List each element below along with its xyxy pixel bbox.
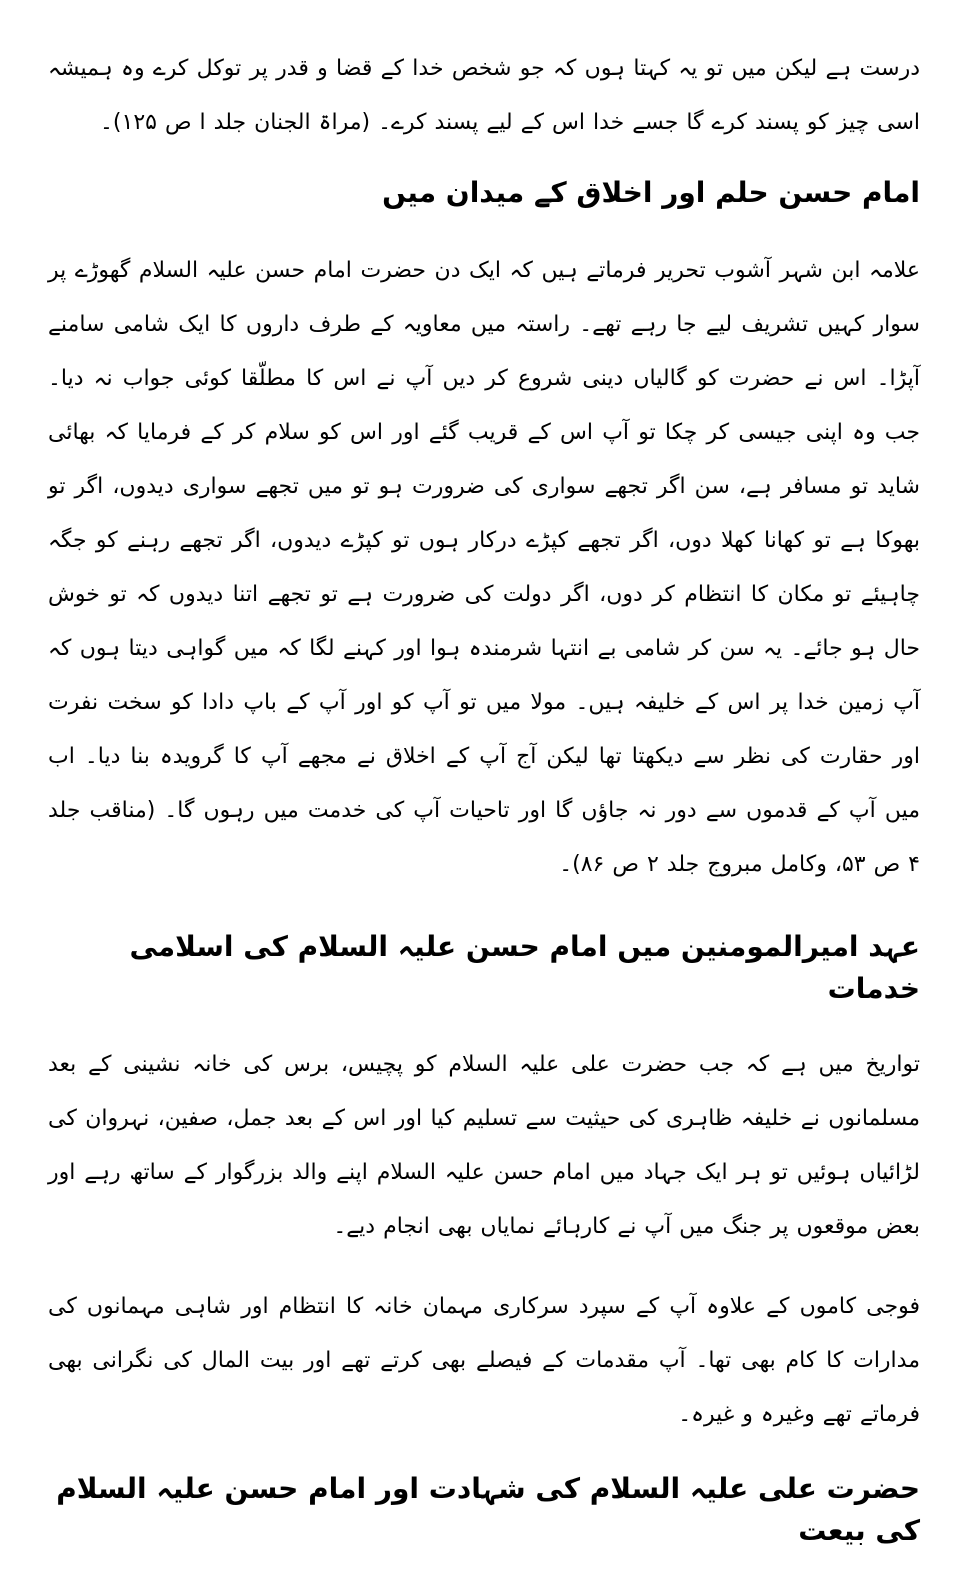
paragraph-administrative-duties: فوجی کاموں کے علاوہ آپ کے سپرد سرکاری مہمان خانہ کا انتظام اور شاہی مہمانوں کی مدارات کا کام بھی تھا۔ آپ مقدمات کے فیصلے بھی کرتے تھے اور بیت المال کی نگرانی بھی فرماتے تھے وغیرہ و غیرہ۔ [48,1294,920,1427]
paragraph-battles-service: تواریخ میں ہے کہ جب حضرت علی علیہ السلام کو پچیس، برس کی خانہ نشینی کے بعد مسلمانوں نے خلیفہ ظاہری کی حیثیت سے تسلیم کیا اور اس کے بعد جمل، صفین، نہروان کی لڑائیاں ہوئیں تو ہر ایک جہاد میں امام حسن علیہ السلام اپنے والد بزرگوار کے ساتھ رہے اور بعض موقعوں پر جنگ میں آپ نے کارہائے نمایاں بھی انجام دیے۔ [48,1052,920,1239]
section-heading-shahadat-bayat: حضرت علی علیہ السلام کی شہادت اور امام حسن علیہ السلام کی بیعت [56,1472,920,1547]
section-heading-hilm-akhlaq: امام حسن حلم اور اخلاق کے میدان میں [382,176,920,209]
paragraph-tawakkul-conclusion: درست ہے لیکن میں تو یہ کہتا ہوں کہ جو شخص خدا کے قضا و قدر پر توکل کرے وہ ہمیشہ اسی چیز کو پسند کرے گا جسے خدا اس کے لیے پسند کرے۔ (مراۃ الجنان جلد ا ص ۱۲۵)۔ [48,56,920,135]
section-heading-islamic-services: عہد امیرالمومنین میں امام حسن علیہ السلام کی اسلامی خدمات [129,930,920,1005]
paragraph-shami-incident: علامہ ابن شہر آشوب تحریر فرماتے ہیں کہ ایک دن حضرت امام حسن علیہ السلام گھوڑے پر سوار کہیں تشریف لیے جا رہے تھے۔ راستہ میں معاویہ کے طرف داروں کا ایک شامی سامنے آپڑا۔ اس نے حضرت کو گالیاں دینی شروع کر دیں آپ نے اس کا مطلّقا کوئی جواب نہ دیا۔ جب وہ اپنی جیسی کر چکا تو آپ اس کے قریب گئے اور اس کو سلام کر کے فرمایا کہ بھائی شاید تو مسافر ہے، سن اگر تجھے سواری کی ضرورت ہو تو میں تجھے سواری دیدوں، اگر تو بھوکا ہے تو کھانا کھلا دوں، اگر تجھے کپڑے درکار ہوں تو کپڑے دیدوں، اگر تجھے رہنے کو جگہ چاہیئے تو مکان کا انتظام کر دوں، اگر دولت کی ضرورت ہے تو تجھے اتنا دیدوں کہ تو خوش حال ہو جائے۔ یہ سن کر شامی بے انتہا شرمندہ ہوا اور کہنے لگا کہ میں گواہی دیتا ہوں کہ آپ زمین خدا پر اس کے خلیفہ ہیں۔ مولا میں تو آپ کو اور آپ کے باپ دادا کو سخت نفرت اور حقارت کی نظر سے دیکھتا تھا لیکن آج آپ کے اخلاق نے مجھے آپ کا گرویدہ بنا دیا۔ اب میں آپ کے قدموں سے دور نہ جاؤں گا اور تاحیات آپ کی خدمت میں رہوں گا۔ (مناقب جلد ۴ ص ۵۳، وکامل مبروج جلد ۲ ص ۸۶)۔ [48,258,920,877]
